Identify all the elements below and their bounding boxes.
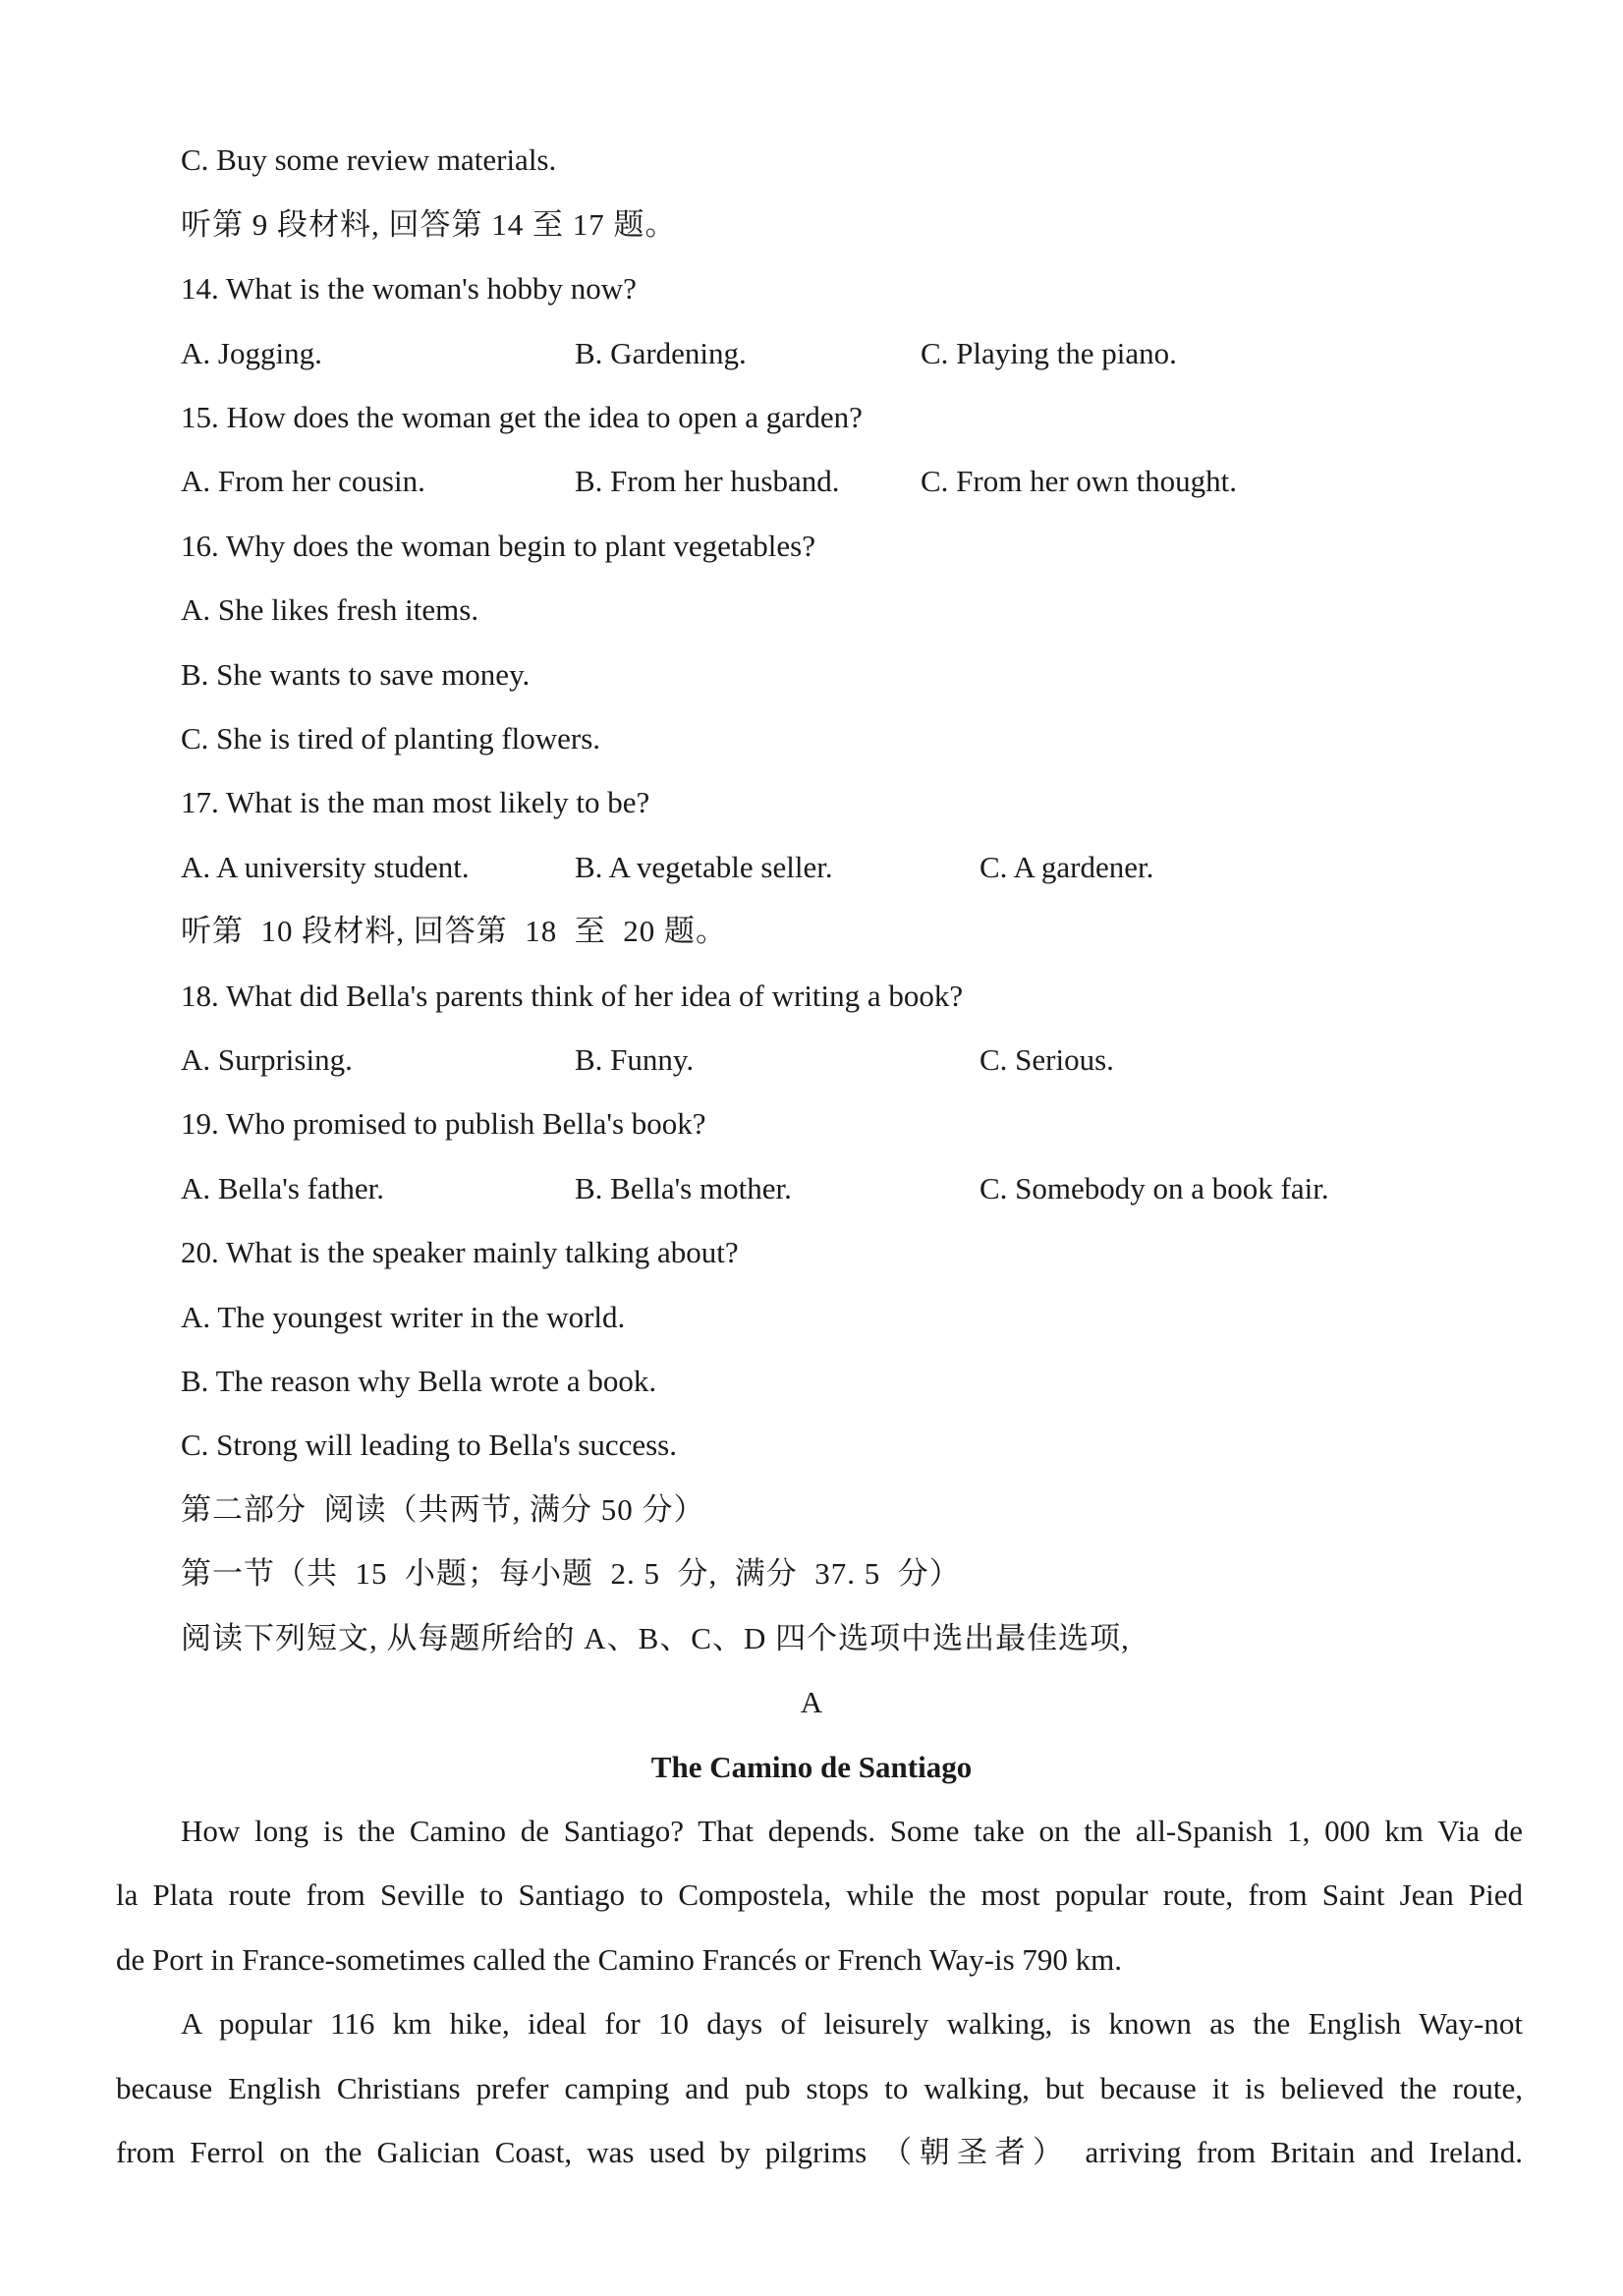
- q16-option-b: B. She wants to save money.: [181, 657, 531, 692]
- q18-option-c: C. Serious.: [979, 1042, 1114, 1077]
- section-1-heading: 第一节（共 15 小题；每小题 2. 5 分, 满分 37. 5 分）: [181, 1556, 961, 1591]
- q17-option-b: B. A vegetable seller.: [575, 850, 833, 884]
- question-20: 20. What is the speaker mainly talking about?: [181, 1235, 739, 1269]
- paragraph-2-line-1: A popular 116 km hike, ideal for 10 days of leisurely walking, is known as the English Way-not: [181, 2006, 1523, 2041]
- paragraph-1-line-2: la Plata route from Seville to Santiago to Compostela, while the most popular route, from Saint Jean Pied: [116, 1877, 1523, 1912]
- question-16: 16. Why does the woman begin to plant vegetables?: [181, 529, 815, 563]
- passage-title: The Camino de Santiago: [650, 1750, 973, 1784]
- question-14: 14. What is the woman's hobby now?: [181, 271, 637, 306]
- q16-option-a: A. She likes fresh items.: [181, 592, 479, 627]
- paragraph-1-line-3: de Port in France-sometimes called the Camino Francés or French Way-is 790 km.: [116, 1942, 1122, 1977]
- question-17: 17. What is the man most likely to be?: [181, 785, 650, 819]
- q20-option-c: C. Strong will leading to Bella's success.: [181, 1428, 677, 1462]
- q18-option-b: B. Funny.: [575, 1042, 695, 1077]
- q19-option-a: A. Bella's father.: [181, 1171, 385, 1205]
- q20-option-a: A. The youngest writer in the world.: [181, 1300, 626, 1334]
- q15-option-b: B. From her husband.: [575, 464, 840, 498]
- q13-option-c: C. Buy some review materials.: [181, 142, 557, 177]
- passage-label: A: [800, 1685, 823, 1719]
- q14-option-a: A. Jogging.: [181, 336, 322, 370]
- paragraph-2-line-2: because English Christians prefer camping and pub stops to walking, but because it is believed the route,: [116, 2071, 1523, 2105]
- section-9-instruction: 听第 9 段材料, 回答第 14 至 17 题。: [181, 207, 677, 242]
- q17-option-a: A. A university student.: [181, 850, 470, 884]
- paragraph-1-line-1: How long is the Camino de Santiago? That depends. Some take on the all-Spanish 1, 000 km Via de: [181, 1814, 1523, 1848]
- q14-option-c: C. Playing the piano.: [921, 336, 1177, 370]
- q15-option-a: A. From her cousin.: [181, 464, 425, 498]
- question-15: 15. How does the woman get the idea to open a garden?: [181, 400, 863, 434]
- q17-option-c: C. A gardener.: [979, 850, 1154, 884]
- part-2-heading: 第二部分 阅读（共两节, 满分 50 分）: [181, 1492, 705, 1527]
- q16-option-c: C. She is tired of planting flowers.: [181, 721, 601, 756]
- question-18: 18. What did Bella's parents think of her idea of writing a book?: [181, 979, 964, 1013]
- q19-option-c: C. Somebody on a book fair.: [979, 1171, 1329, 1205]
- q20-option-b: B. The reason why Bella wrote a book.: [181, 1364, 657, 1398]
- question-19: 19. Who promised to publish Bella's book?: [181, 1106, 706, 1141]
- q18-option-a: A. Surprising.: [181, 1042, 353, 1077]
- reading-instruction: 阅读下列短文, 从每题所给的 A、B、C、D 四个选项中选出最佳选项,: [181, 1621, 1130, 1655]
- q15-option-c: C. From her own thought.: [921, 464, 1238, 498]
- paragraph-2-line-3: from Ferrol on the Galician Coast, was used by pilgrims （朝圣者） arriving from Britain and Ireland.: [116, 2135, 1523, 2169]
- q14-option-b: B. Gardening.: [575, 336, 747, 370]
- q19-option-b: B. Bella's mother.: [575, 1171, 792, 1205]
- section-10-instruction: 听第 10 段材料, 回答第 18 至 20 题。: [181, 914, 727, 948]
